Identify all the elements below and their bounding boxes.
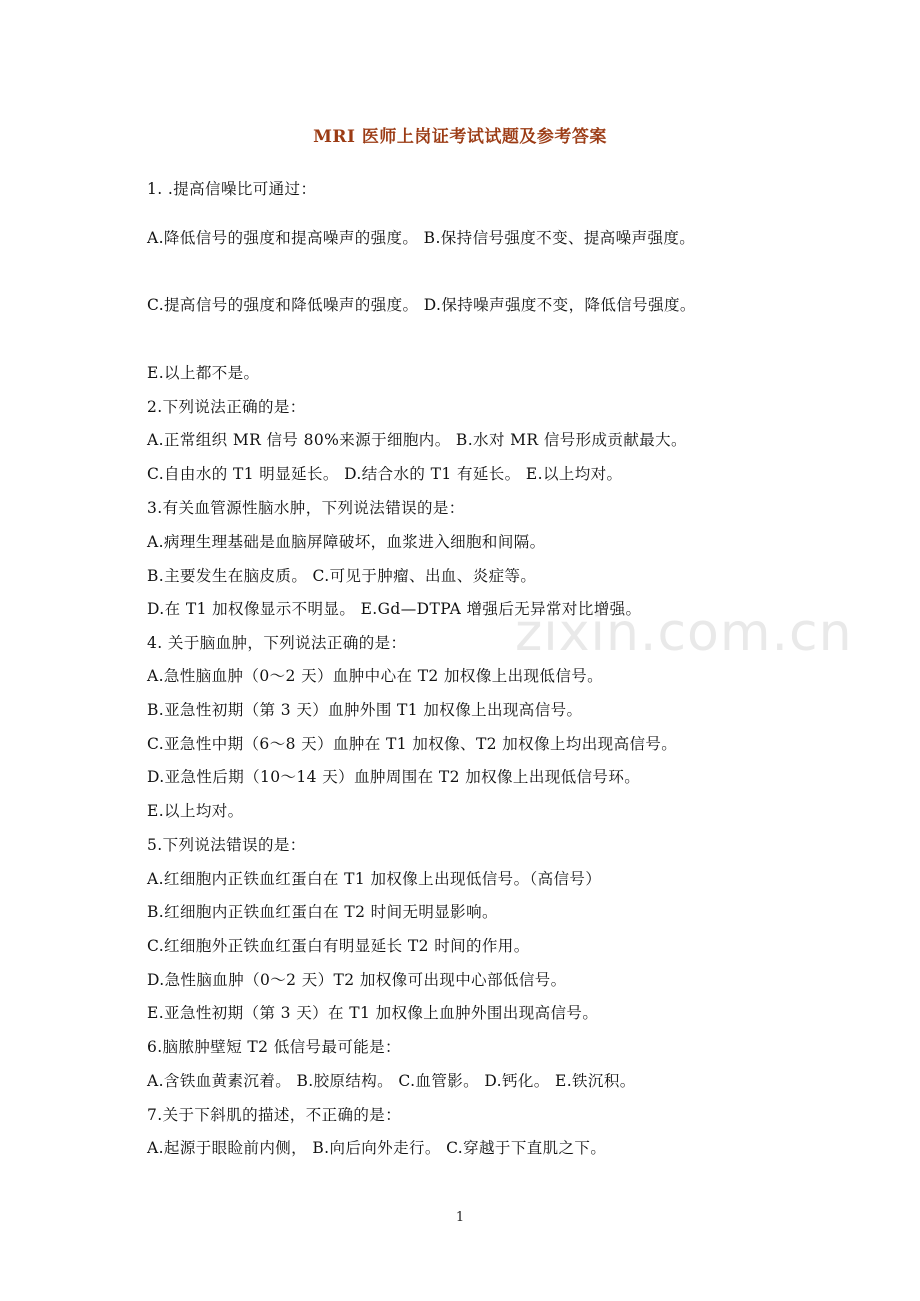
question-5-option-a: A.红细胞内正铁血红蛋白在 T1 加权像上出现低信号。（高信号） [147,870,602,888]
question-3-options-de: D.在 T1 加权像显示不明显。 E.Gd—DTPA 增强后无异常对比增强。 [147,600,642,618]
question-7-options: A.起源于眼睑前内侧， B.向后向外走行。 C.穿越于下直肌之下。 [147,1139,607,1157]
question-2-options-ab: A.正常组织 MR 信号 80%来源于细胞内。 B.水对 MR 信号形成贡献最大。 [147,431,687,449]
question-3-options-bc: B.主要发生在脑皮质。 C.可见于肿瘤、出血、炎症等。 [147,567,537,585]
question-5-stem: 5.下列说法错误的是： [147,836,306,854]
question-5-option-d: D.急性脑血肿（0～2 天）T2 加权像可出现中心部低信号。 [147,971,567,989]
question-5-option-b: B.红细胞内正铁血红蛋白在 T2 时间无明显影响。 [147,903,498,921]
question-1-options-ab: A.降低信号的强度和提高噪声的强度。 B.保持信号强度不变、提高噪声强度。 [147,229,696,247]
question-5-option-e: E.亚急性初期（第 3 天）在 T1 加权像上血肿外围出现高信号。 [147,1004,599,1022]
question-2-options-cde: C.自由水的 T1 明显延长。 D.结合水的 T1 有延长。 E.以上均对。 [147,465,623,483]
question-4-option-b: B.亚急性初期（第 3 天）血肿外围 T1 加权像上出现高信号。 [147,701,583,719]
question-3-option-a: A.病理生理基础是血脑屏障破坏，血浆进入细胞和间隔。 [147,533,546,551]
question-2-stem: 2.下列说法正确的是： [147,398,306,416]
question-4-stem: 4. 关于脑血肿，下列说法正确的是： [147,634,407,652]
question-1-options-cd: C.提高信号的强度和降低噪声的强度。 D.保持噪声强度不变，降低信号强度。 [147,296,696,314]
page-title: MRI 医师上岗证考试试题及参考答案 [313,127,607,147]
question-5-option-c: C.红细胞外正铁血红蛋白有明显延长 T2 时间的作用。 [147,937,530,955]
page-number: 1 [455,1210,465,1225]
question-4-option-e: E.以上均对。 [147,802,244,820]
question-1-stem: 1. .提高信噪比可通过： [147,180,317,198]
question-7-stem: 7.关于下斜肌的描述，不正确的是： [147,1106,402,1124]
question-3-stem: 3.有关血管源性脑水肿，下列说法错误的是： [147,499,465,517]
question-1-option-e: E.以上都不是。 [147,364,260,382]
question-4-option-c: C.亚急性中期（6～8 天）血肿在 T1 加权像、T2 加权像上均出现高信号。 [147,735,678,753]
question-4-option-a: A.急性脑血肿（0～2 天）血肿中心在 T2 加权像上出现低信号。 [147,667,604,685]
question-6-options: A.含铁血黄素沉着。 B.胶原结构。 C.血管影。 D.钙化。 E.铁沉积。 [147,1072,636,1090]
watermark: zixin.com.cn [515,603,853,663]
question-6-stem: 6.脑脓肿壁短 T2 低信号最可能是： [147,1038,401,1056]
question-4-option-d: D.亚急性后期（10～14 天）血肿周围在 T2 加权像上出现低信号环。 [147,768,641,786]
